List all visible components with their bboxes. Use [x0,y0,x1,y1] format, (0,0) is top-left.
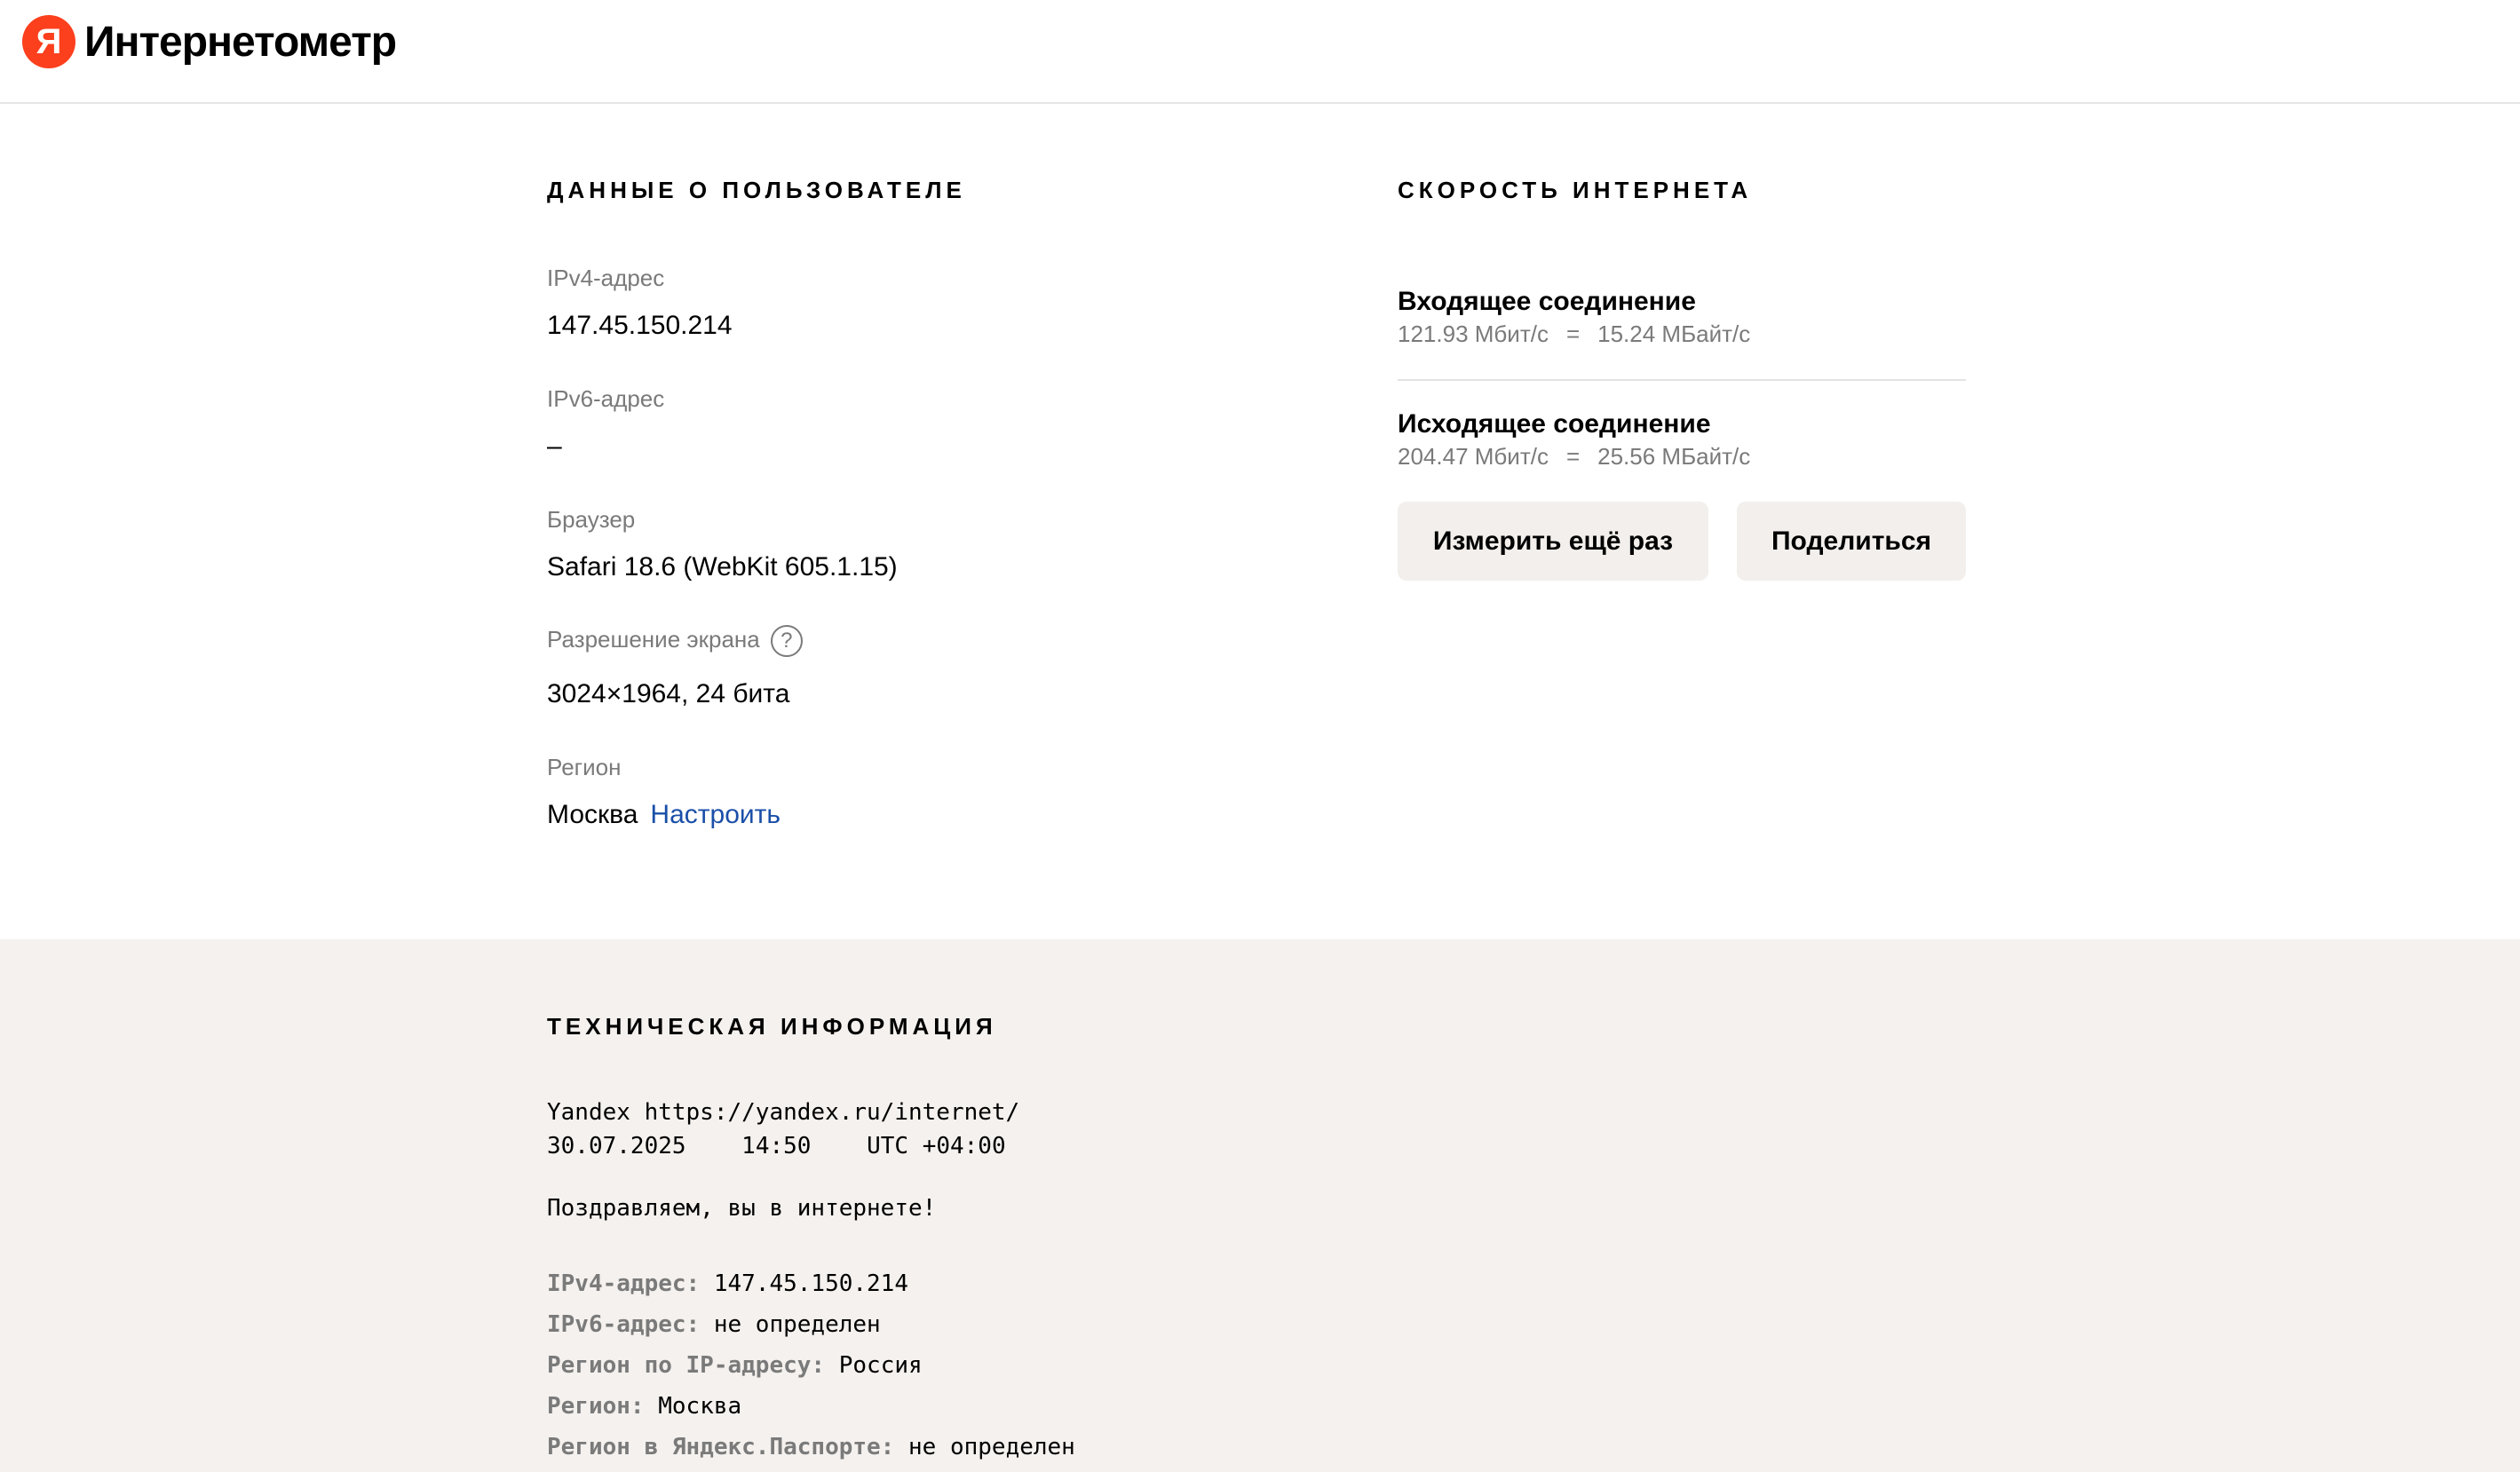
technical-info-section [0,939,2520,1472]
remeasure-button[interactable]: Измерить ещё раз [1398,502,1708,581]
incoming-equals: = [1565,321,1581,347]
outgoing-mbit: 204.47 Мбит/с [1398,443,1549,470]
tech-row-region [547,1389,741,1423]
page-title[interactable]: Интернетометр [84,19,397,66]
tech-greeting: Поздравляем, вы в интернете! [547,1195,937,1222]
screen-resolution-value: 3024×1964, 24 бита [547,679,790,708]
speed-divider [1398,379,1966,381]
help-icon[interactable]: ? [771,625,803,657]
screen-resolution-label-text: Разрешение экрана [547,626,760,653]
tech-row-value: 147.45.150.214 [713,1270,908,1297]
outgoing-equals: = [1565,443,1581,470]
tech-row-ipv6 [547,1308,881,1341]
outgoing-connection-title: Исходящее соединение [1398,409,1711,439]
browser-value: Safari 18.6 (WebKit 605.1.15) [547,552,898,582]
technical-info-heading: ТЕХНИЧЕСКАЯ ИНФОРМАЦИЯ [547,1013,997,1040]
tech-row-value: Россия [838,1352,923,1379]
tech-row-ip-region [547,1349,923,1382]
screen-resolution-label [547,625,803,657]
browser-label: Браузер [547,506,636,533]
tech-date: 30.07.2025 [547,1133,686,1159]
region-label: Регион [547,754,622,780]
incoming-mbyte: 15.24 МБайт/с [1597,321,1751,347]
incoming-mbit: 121.93 Мбит/с [1398,321,1549,347]
region-settings-link[interactable]: Настроить [650,800,781,829]
tech-row-key: Регион в Яндекс.Паспорте: [547,1434,895,1460]
tech-row-key: IPv6-адрес: [547,1311,701,1338]
tech-row-key: Регион по IP-адресу: [547,1352,826,1379]
ipv4-value: 147.45.150.214 [547,311,733,340]
share-button[interactable]: Поделиться [1737,502,1966,581]
outgoing-connection-values [1398,442,1750,471]
tech-time: 14:50 [741,1133,812,1159]
tech-timezone: UTC +04:00 [867,1133,1006,1159]
user-data-heading: ДАННЫЕ О ПОЛЬЗОВАТЕЛЕ [547,177,966,203]
ipv4-label: IPv4-адрес [547,265,665,291]
tech-source-line: Yandex https://yandex.ru/internet/ [547,1099,1020,1126]
region-value: Москва [547,800,638,829]
top-header [0,0,2520,104]
outgoing-mbyte: 25.56 МБайт/с [1597,443,1751,470]
region-row [547,798,781,832]
tech-row-key: IPv4-адрес: [547,1270,701,1297]
tech-datetime-line [547,1129,1006,1163]
incoming-connection-title: Входящее соединение [1398,287,1696,316]
tech-row-ipv4 [547,1267,908,1301]
tech-row-value: не определен [713,1311,881,1338]
yandex-logo-icon[interactable]: Я [22,15,75,68]
tech-row-value: Москва [658,1393,742,1420]
speed-heading: СКОРОСТЬ ИНТЕРНЕТА [1398,177,1753,203]
tech-row-passport-region [547,1430,1075,1464]
incoming-connection-values [1398,320,1750,348]
ipv6-label: IPv6-адрес [547,385,665,412]
tech-row-key: Регион: [547,1393,645,1420]
tech-row-value: не определен [908,1434,1075,1460]
ipv6-value: – [547,431,562,461]
